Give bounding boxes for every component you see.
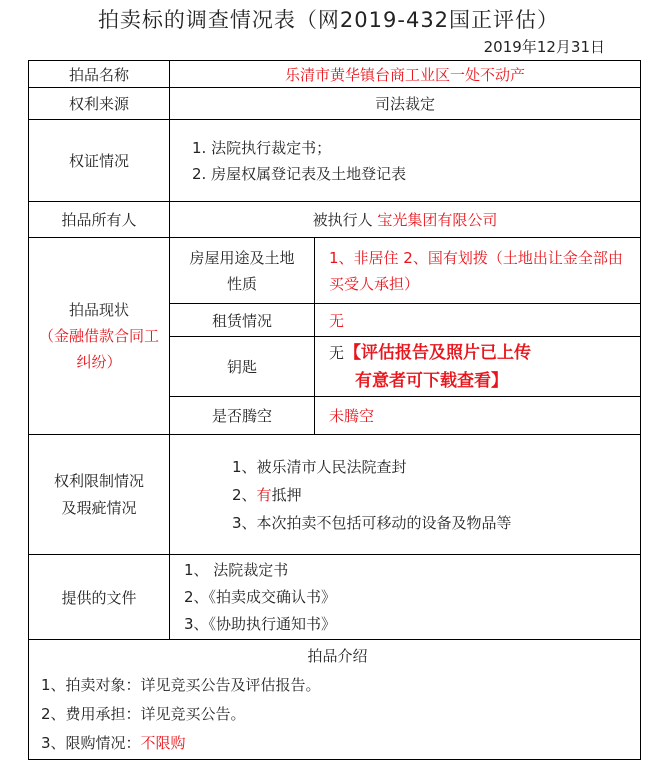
page-title: 拍卖标的调查情况表（网2019-432国正评估） [97, 8, 560, 32]
key-value [315, 337, 641, 397]
rights-source-label: 权利来源 [29, 88, 170, 120]
restriction-item: 3、本次拍卖不包括可移动的设备及物品等 [232, 513, 512, 532]
restrictions-label-line2: 及瑕疵情况 [61, 498, 137, 517]
certificate-item: 1. 法院执行裁定书； [192, 138, 332, 157]
restriction-item2-rest: 抵押 [271, 485, 302, 504]
usage-value: 1、非居住 2、国有划拨（土地出让金全部由买受人承担） [315, 238, 641, 304]
intro-line3-prefix: 3、限购情况： [41, 733, 141, 752]
key-notice-line1: 【评估报告及照片已上传 [344, 342, 532, 363]
restrictions-label [29, 435, 170, 555]
restrictions-list [170, 435, 641, 555]
owner-value [170, 202, 641, 238]
vacated-label: 是否腾空 [170, 397, 315, 435]
report-date: 2019年12月31日 [483, 38, 605, 56]
restrictions-label-line1: 权利限制情况 [53, 471, 144, 490]
restriction-item2-prefix: 2、 [232, 485, 257, 504]
row-item-name [29, 61, 641, 88]
restriction-item2-red: 有 [256, 485, 272, 504]
intro-cell [29, 640, 641, 760]
certificate-label: 权证情况 [29, 120, 170, 202]
document-item: 3、《协助执行通知书》 [184, 614, 337, 633]
intro-line [41, 729, 634, 758]
key-notice-line2: 有意者可下载查看】 [355, 370, 508, 391]
intro-line: 1、拍卖对象：详见竞买公告及评估报告。 [41, 675, 321, 694]
item-name-value: 乐清市黄华镇台商工业区一处不动产 [170, 61, 641, 88]
item-name-label: 拍品名称 [29, 61, 170, 88]
status-label-cell [29, 238, 170, 435]
document-item: 2、《拍卖成交确认书》 [184, 587, 337, 606]
intro-line3-red: 不限购 [140, 733, 186, 752]
row-intro [29, 640, 641, 760]
row-documents [29, 555, 641, 640]
row-certificate [29, 120, 641, 202]
row-restrictions [29, 435, 641, 555]
row-owner [29, 202, 641, 238]
row-status-usage [29, 238, 641, 304]
key-value-prefix: 无 [329, 343, 345, 362]
rights-source-value: 司法裁定 [170, 88, 641, 120]
status-label: 拍品现状 [68, 301, 129, 319]
owner-prefix: 被执行人 [312, 211, 373, 229]
key-label: 钥匙 [170, 337, 315, 397]
vacated-value: 未腾空 [315, 397, 641, 435]
status-note: （金融借款合同工纠纷） [39, 327, 160, 371]
usage-label: 房屋用途及土地性质 [170, 238, 315, 304]
lease-label: 租赁情况 [170, 304, 315, 337]
certificate-item: 2. 房屋权属登记表及土地登记表 [192, 164, 407, 183]
documents-list [170, 555, 641, 640]
survey-table [28, 60, 641, 760]
restriction-item: 1、被乐清市人民法院查封 [232, 457, 407, 476]
owner-label: 拍品所有人 [29, 202, 170, 238]
documents-label: 提供的文件 [29, 555, 170, 640]
restriction-item [232, 481, 634, 509]
row-rights-source [29, 88, 641, 120]
certificate-list [170, 120, 641, 202]
lease-value: 无 [315, 304, 641, 337]
owner-name: 宝光集团有限公司 [377, 211, 498, 229]
document-item: 1、 法院裁定书 [184, 560, 289, 579]
intro-heading: 拍品介绍 [307, 646, 368, 665]
intro-line: 2、费用承担：详见竞买公告。 [41, 704, 246, 723]
